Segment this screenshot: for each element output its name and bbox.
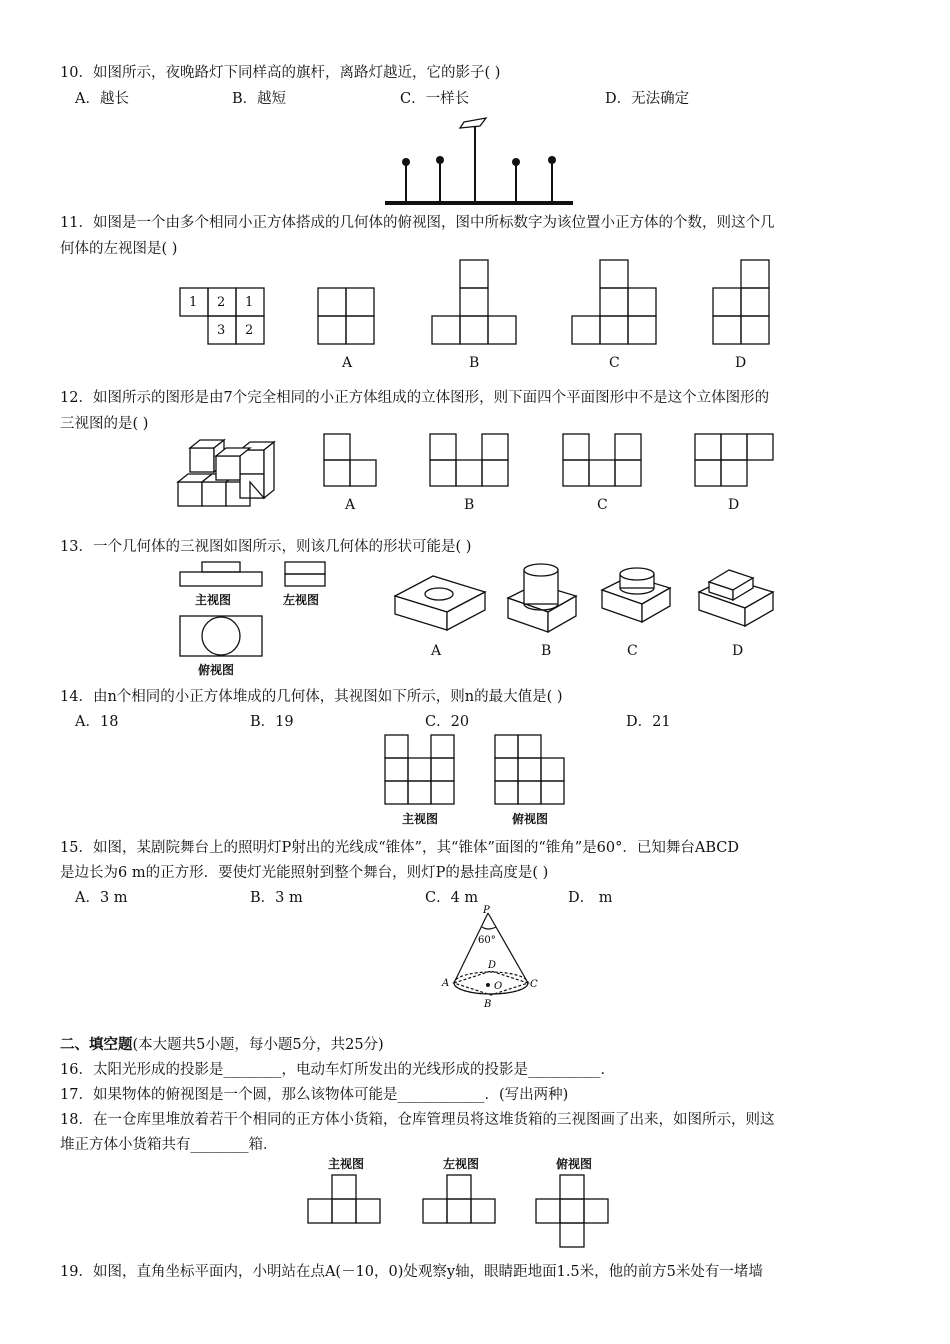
q14-top-view [495,735,567,807]
q12-cube-solid-figure [176,436,276,508]
q13-label-c: C [627,643,638,659]
q11-num-5: 2 [245,323,254,338]
q18-front-view [308,1175,384,1227]
q15-option-b: B．3 m [250,890,303,906]
q14-front-view-label: 主视图 [402,812,439,826]
q10-option-a: A．越长 [75,91,129,107]
q15-label-o: O [494,981,503,992]
q15-label-c: C [530,979,538,990]
section2-note: (本大题共5小题，每小题5分，共25分) [132,1037,384,1053]
q14-option-a: A．18 [75,714,119,730]
q15-label-d: D [488,960,497,971]
q14-top-view-label: 俯视图 [512,812,549,826]
q13-front-view [180,560,264,590]
q11-option-a-figure [318,288,378,348]
q11-option-b-figure [432,260,522,350]
q10-option-d: D．无法确定 [605,91,690,107]
q13-side-view [285,560,327,590]
q12-option-b-figure [430,434,520,494]
q18-top-view [536,1175,612,1251]
q15-option-d: D． m [568,890,613,906]
q12-option-a-figure [324,434,384,494]
q13-option-a-figure [393,574,487,634]
q13-side-view-label: 左视图 [283,593,320,607]
section2-title: 二、填空题 [60,1036,133,1053]
q12-label-a: A [345,497,356,513]
q11-stem-line1: 11．如图是一个由多个相同小正方体搭成的几何体的俯视图，图中所标数字为该位置小正方体的个数，则这个几 [60,215,775,231]
q12-label-d: D [728,497,740,513]
q12-label-c: C [597,497,608,513]
q10-stem: 10．如图所示，夜晚路灯下同样高的旗杆，离路灯越近，它的影子( ) [60,65,501,81]
q18-side-view [423,1175,499,1227]
q18-stem-line2: 堆正方体小货箱共有________箱． [60,1137,278,1153]
q13-label-d: D [732,643,744,659]
q15-option-a: A．3 m [75,890,128,906]
q11-num-2: 2 [217,295,226,310]
q13-option-b-figure [506,562,578,638]
q11-stem-line2: 何体的左视图是( ) [60,241,178,257]
q15-label-angle: 60° [478,935,496,946]
q12-option-c-figure [563,434,653,494]
q11-option-c-figure [572,260,662,350]
q14-option-c: C．20 [425,714,470,730]
q16-text: 16．太阳光形成的投影是________，电动车灯所发出的光线形成的投影是__________． [60,1062,615,1078]
q18-side-view-label: 左视图 [443,1157,480,1171]
q12-stem-line1: 12．如图所示的图形是由7个完全相同的小正方体组成的立体图形，则下面四个平面图形中不是这个立体图形的 [60,390,770,406]
q13-top-view-label: 俯视图 [198,663,235,677]
q11-label-b: B [469,355,480,371]
q11-num-1: 1 [189,295,198,310]
q12-label-b: B [464,497,475,513]
q15-label-b: B [484,999,492,1010]
q13-label-a: A [431,643,442,659]
q10-option-c: C．一样长 [400,91,470,107]
q19-text: 19．如图，直角坐标平面内，小明站在点A(－10，0)处观察y轴，眼睛距地面1.5米，他的前方5米处有一堵墙 [60,1264,763,1280]
q11-label-d: D [735,355,747,371]
q11-num-4: 3 [217,323,226,338]
q18-stem-line1: 18．在一仓库里堆放着若干个相同的正方体小货箱，仓库管理员将这堆货箱的三视图画了出来，如图所示，则这 [60,1112,775,1128]
q10-streetlight-figure [380,112,580,208]
q14-stem: 14．由n个相同的小正方体堆成的几何体，其视图如下所示，则n的最大值是( ) [60,689,563,705]
q13-option-c-figure [600,566,672,632]
q15-label-p: P [483,905,490,916]
q11-label-c: C [609,355,620,371]
q15-stem-line1: 15．如图，某剧院舞台上的照明灯P射出的光线成“锥体”，其“锥体”面图的“锥角”是60°．已知舞台ABCD [60,840,739,856]
q18-front-view-label: 主视图 [328,1157,365,1171]
q13-top-view [180,616,264,660]
q11-option-d-figure [713,260,773,350]
q13-option-d-figure [697,564,775,634]
q14-option-b: B．19 [250,714,294,730]
q12-stem-line2: 三视图的是( ) [60,416,149,432]
q15-stem-line2: 是边长为6 m的正方形．要使灯光能照射到整个舞台，则灯P的悬挂高度是( ) [60,865,549,881]
q13-stem: 13．一个几何体的三视图如图所示，则该几何体的形状可能是( ) [60,539,472,555]
q15-option-c: C．4 m [425,890,479,906]
q15-label-a: A [442,978,450,989]
section2-header [60,1038,384,1053]
q14-option-d: D．21 [626,714,671,730]
q13-label-b: B [541,643,552,659]
q12-option-d-figure [695,434,785,494]
q17-text: 17．如果物体的俯视图是一个圆，那么该物体可能是____________．(写出两种) [60,1087,569,1103]
q18-top-view-label: 俯视图 [556,1157,593,1171]
q14-front-view [385,735,457,807]
q11-label-a: A [342,355,353,371]
q13-front-view-label: 主视图 [195,593,232,607]
q11-num-3: 1 [245,295,254,310]
q15-cone-figure [440,905,544,1017]
q10-option-b: B．越短 [232,91,287,107]
